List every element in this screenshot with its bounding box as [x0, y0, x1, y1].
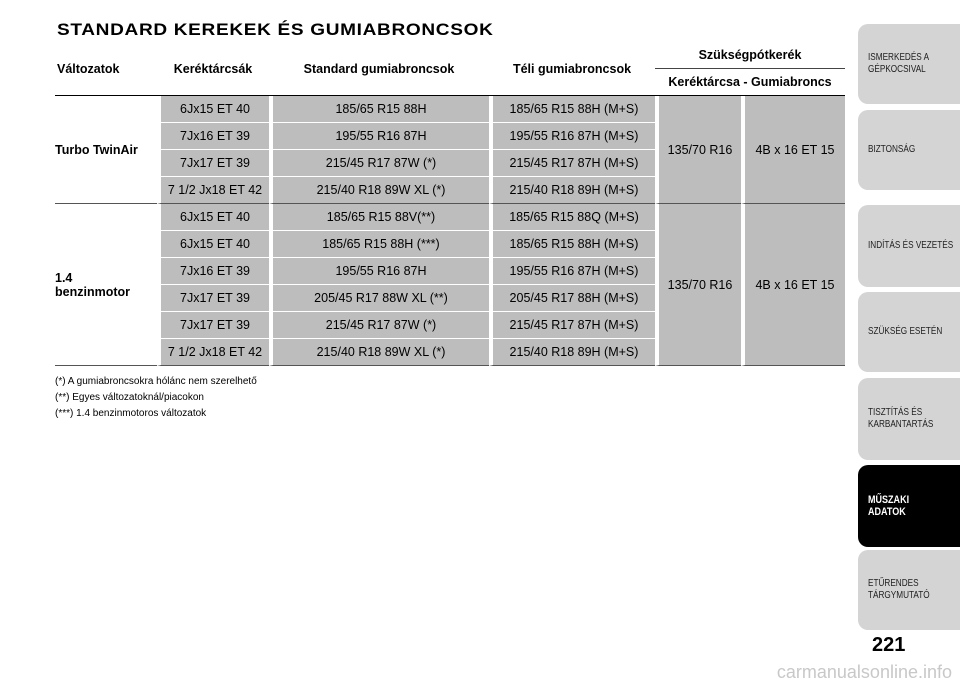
standard-cell: 195/55 R16 87H	[269, 258, 489, 285]
section-tab-label-line: TISZTÍTÁS ÉS	[868, 407, 923, 418]
rim-cell: 7Jx16 ET 39	[157, 258, 269, 285]
variant-cell	[55, 204, 157, 366]
standard-cell: 195/55 R16 87H	[269, 123, 489, 150]
header-standard: Standard gumiabroncsok	[269, 42, 489, 96]
section-tab[interactable]	[858, 550, 960, 630]
winter-cell: 205/45 R17 88H (M+S)	[489, 285, 655, 312]
standard-cell: 185/65 R15 88H (***)	[269, 231, 489, 258]
section-tab-label	[868, 326, 942, 338]
section-tab-label	[868, 144, 915, 156]
rim-cell: 6Jx15 ET 40	[157, 96, 269, 123]
page-number: 221	[872, 634, 906, 656]
table-row	[55, 96, 845, 123]
variant-label: 1.4	[55, 270, 73, 285]
header-winter: Téli gumiabroncsok	[489, 42, 655, 96]
section-tab-label-line: TÁRGYMUTATÓ	[868, 590, 930, 601]
section-tab-label-line: MŰSZAKI	[868, 494, 910, 506]
tire-table-body	[55, 96, 845, 366]
section-tab[interactable]	[858, 110, 960, 190]
section-tab-label-line: ADATOK	[868, 506, 906, 518]
spare-rim-cell: 4B x 16 ET 15	[741, 96, 845, 204]
page-title: STANDARD KEREKEK ÉS GUMIABRONCSOK	[57, 20, 494, 39]
header-variant: Változatok	[55, 42, 157, 96]
footnote-3: (***) 1.4 benzinmotoros változatok	[55, 408, 207, 419]
spare-tire-cell: 135/70 R16	[655, 96, 741, 204]
section-tab[interactable]	[858, 378, 960, 460]
header-spare-sub: Keréktárcsa - Gumiabroncs	[655, 68, 845, 96]
rim-cell: 7Jx16 ET 39	[157, 123, 269, 150]
section-tab[interactable]	[858, 205, 960, 287]
footnotes	[55, 374, 257, 422]
section-tab-label	[868, 494, 909, 518]
header-rim: Keréktárcsák	[157, 42, 269, 96]
winter-cell: 215/45 R17 87H (M+S)	[489, 150, 655, 177]
footnote-2: (**) Egyes változatoknál/piacokon	[55, 392, 204, 403]
section-tab-label-line: INDÍTÁS ÉS VEZETÉS	[868, 240, 954, 251]
tire-table	[55, 42, 845, 366]
watermark: carmanualsonline.info	[776, 662, 952, 682]
section-tab-label	[868, 52, 929, 76]
rim-cell: 7Jx17 ET 39	[157, 312, 269, 339]
rim-cell: 6Jx15 ET 40	[157, 204, 269, 231]
winter-cell: 185/65 R15 88Q (M+S)	[489, 204, 655, 231]
standard-cell: 215/45 R17 87W (*)	[269, 312, 489, 339]
standard-cell: 205/45 R17 88W XL (**)	[269, 285, 489, 312]
rim-cell: 7Jx17 ET 39	[157, 285, 269, 312]
section-tab-label-line: ETŰRENDES	[868, 578, 919, 589]
section-tab-label-line: BIZTONSÁG	[868, 144, 916, 155]
section-tab-label-line: SZÜKSÉG ESETÉN	[868, 326, 943, 337]
spare-rim-cell: 4B x 16 ET 15	[741, 204, 845, 366]
rim-cell: 7Jx17 ET 39	[157, 150, 269, 177]
table-row	[55, 204, 845, 231]
section-tab[interactable]	[858, 24, 960, 104]
winter-cell: 185/65 R15 88H (M+S)	[489, 96, 655, 123]
winter-cell: 215/40 R18 89H (M+S)	[489, 339, 655, 366]
footnote-1: (*) A gumiabroncsokra hólánc nem szerelhető	[55, 376, 257, 387]
section-tab-label-line: KARBANTARTÁS	[868, 419, 934, 430]
variant-label: Turbo TwinAir	[55, 142, 138, 157]
variant-cell	[55, 96, 157, 204]
standard-cell: 185/65 R15 88V(**)	[269, 204, 489, 231]
section-tab-label-line: ISMERKEDÉS A	[868, 52, 930, 63]
section-tab-label	[868, 407, 933, 431]
section-tab-label	[868, 578, 930, 602]
winter-cell: 195/55 R16 87H (M+S)	[489, 258, 655, 285]
header-spare: Szükségpótkerék	[698, 48, 802, 62]
section-tab-label	[868, 240, 953, 252]
section-tab[interactable]	[858, 292, 960, 372]
spare-tire-cell: 135/70 R16	[655, 204, 741, 366]
rim-cell: 7 1/2 Jx18 ET 42	[157, 177, 269, 204]
standard-cell: 215/40 R18 89W XL (*)	[269, 339, 489, 366]
section-tab[interactable]	[858, 465, 960, 547]
section-tab-label-line: GÉPKOCSIVAL	[868, 64, 926, 75]
winter-cell: 215/40 R18 89H (M+S)	[489, 177, 655, 204]
winter-cell: 195/55 R16 87H (M+S)	[489, 123, 655, 150]
winter-cell: 215/45 R17 87H (M+S)	[489, 312, 655, 339]
rim-cell: 7 1/2 Jx18 ET 42	[157, 339, 269, 366]
standard-cell: 185/65 R15 88H	[269, 96, 489, 123]
standard-cell: 215/40 R18 89W XL (*)	[269, 177, 489, 204]
variant-label: benzinmotor	[55, 284, 130, 299]
winter-cell: 185/65 R15 88H (M+S)	[489, 231, 655, 258]
standard-cell: 215/45 R17 87W (*)	[269, 150, 489, 177]
rim-cell: 6Jx15 ET 40	[157, 231, 269, 258]
